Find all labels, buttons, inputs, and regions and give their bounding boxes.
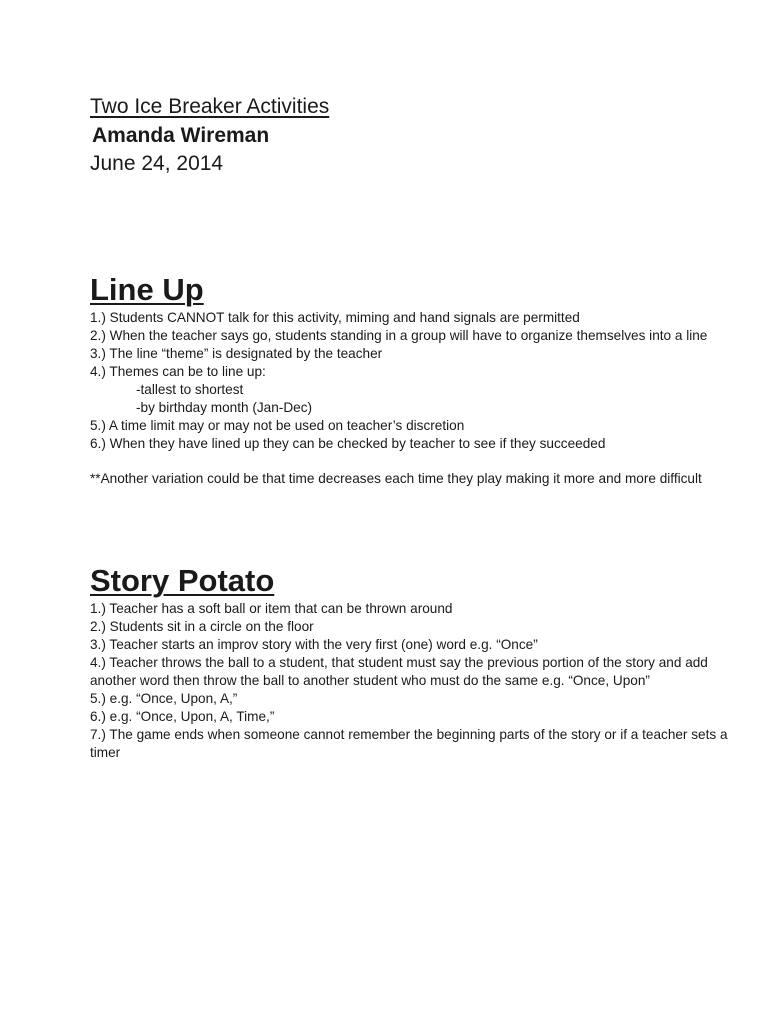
list-item: 3.) Teacher starts an improv story with the very first (one) word e.g. “Once” — [90, 637, 538, 652]
document-title: Two Ice Breaker Activities — [90, 95, 330, 118]
author-name: Amanda Wireman — [92, 124, 270, 147]
section-line-up — [90, 272, 730, 488]
list-subitem: -by birthday month (Jan-Dec) — [136, 400, 313, 415]
list-item: 1.) Teacher has a soft ball or item that can be thrown around — [90, 601, 453, 616]
spacer — [90, 453, 730, 470]
list-item: 7.) The game ends when someone cannot remember the beginning parts of the story or if a teacher sets a timer — [90, 727, 728, 760]
list-subitem: -tallest to shortest — [136, 382, 244, 397]
list-item: 5.) e.g. “Once, Upon, A,” — [90, 691, 238, 706]
list-item: 6.) When they have lined up they can be checked by teacher to see if they succeeded — [90, 436, 606, 451]
section-story-potato — [90, 563, 730, 762]
section-heading-line-up: Line Up — [90, 272, 204, 307]
list-item: 5.) A time limit may or may not be used on teacher’s discretion — [90, 418, 465, 433]
variation-note: **Another variation could be that time decreases each time they play making it more and more difficult — [90, 471, 702, 486]
list-item: 2.) When the teacher says go, students standing in a group will have to organize themselves into a line — [90, 328, 708, 343]
list-item: 4.) Teacher throws the ball to a student, that student must say the previous portion of the story and add another word then throw the ball to another student who must do the same e.g. “Once, Upon” — [90, 655, 708, 688]
document-date: June 24, 2014 — [90, 152, 224, 175]
list-item: 1.) Students CANNOT talk for this activity, miming and hand signals are permitted — [90, 310, 580, 325]
list-item: 2.) Students sit in a circle on the floor — [90, 619, 314, 634]
section-heading-story-potato: Story Potato — [90, 563, 275, 598]
list-item: 6.) e.g. “Once, Upon, A, Time,” — [90, 709, 275, 724]
list-item: 4.) Themes can be to line up: — [90, 364, 266, 379]
list-item: 3.) The line “theme” is designated by the teacher — [90, 346, 383, 361]
